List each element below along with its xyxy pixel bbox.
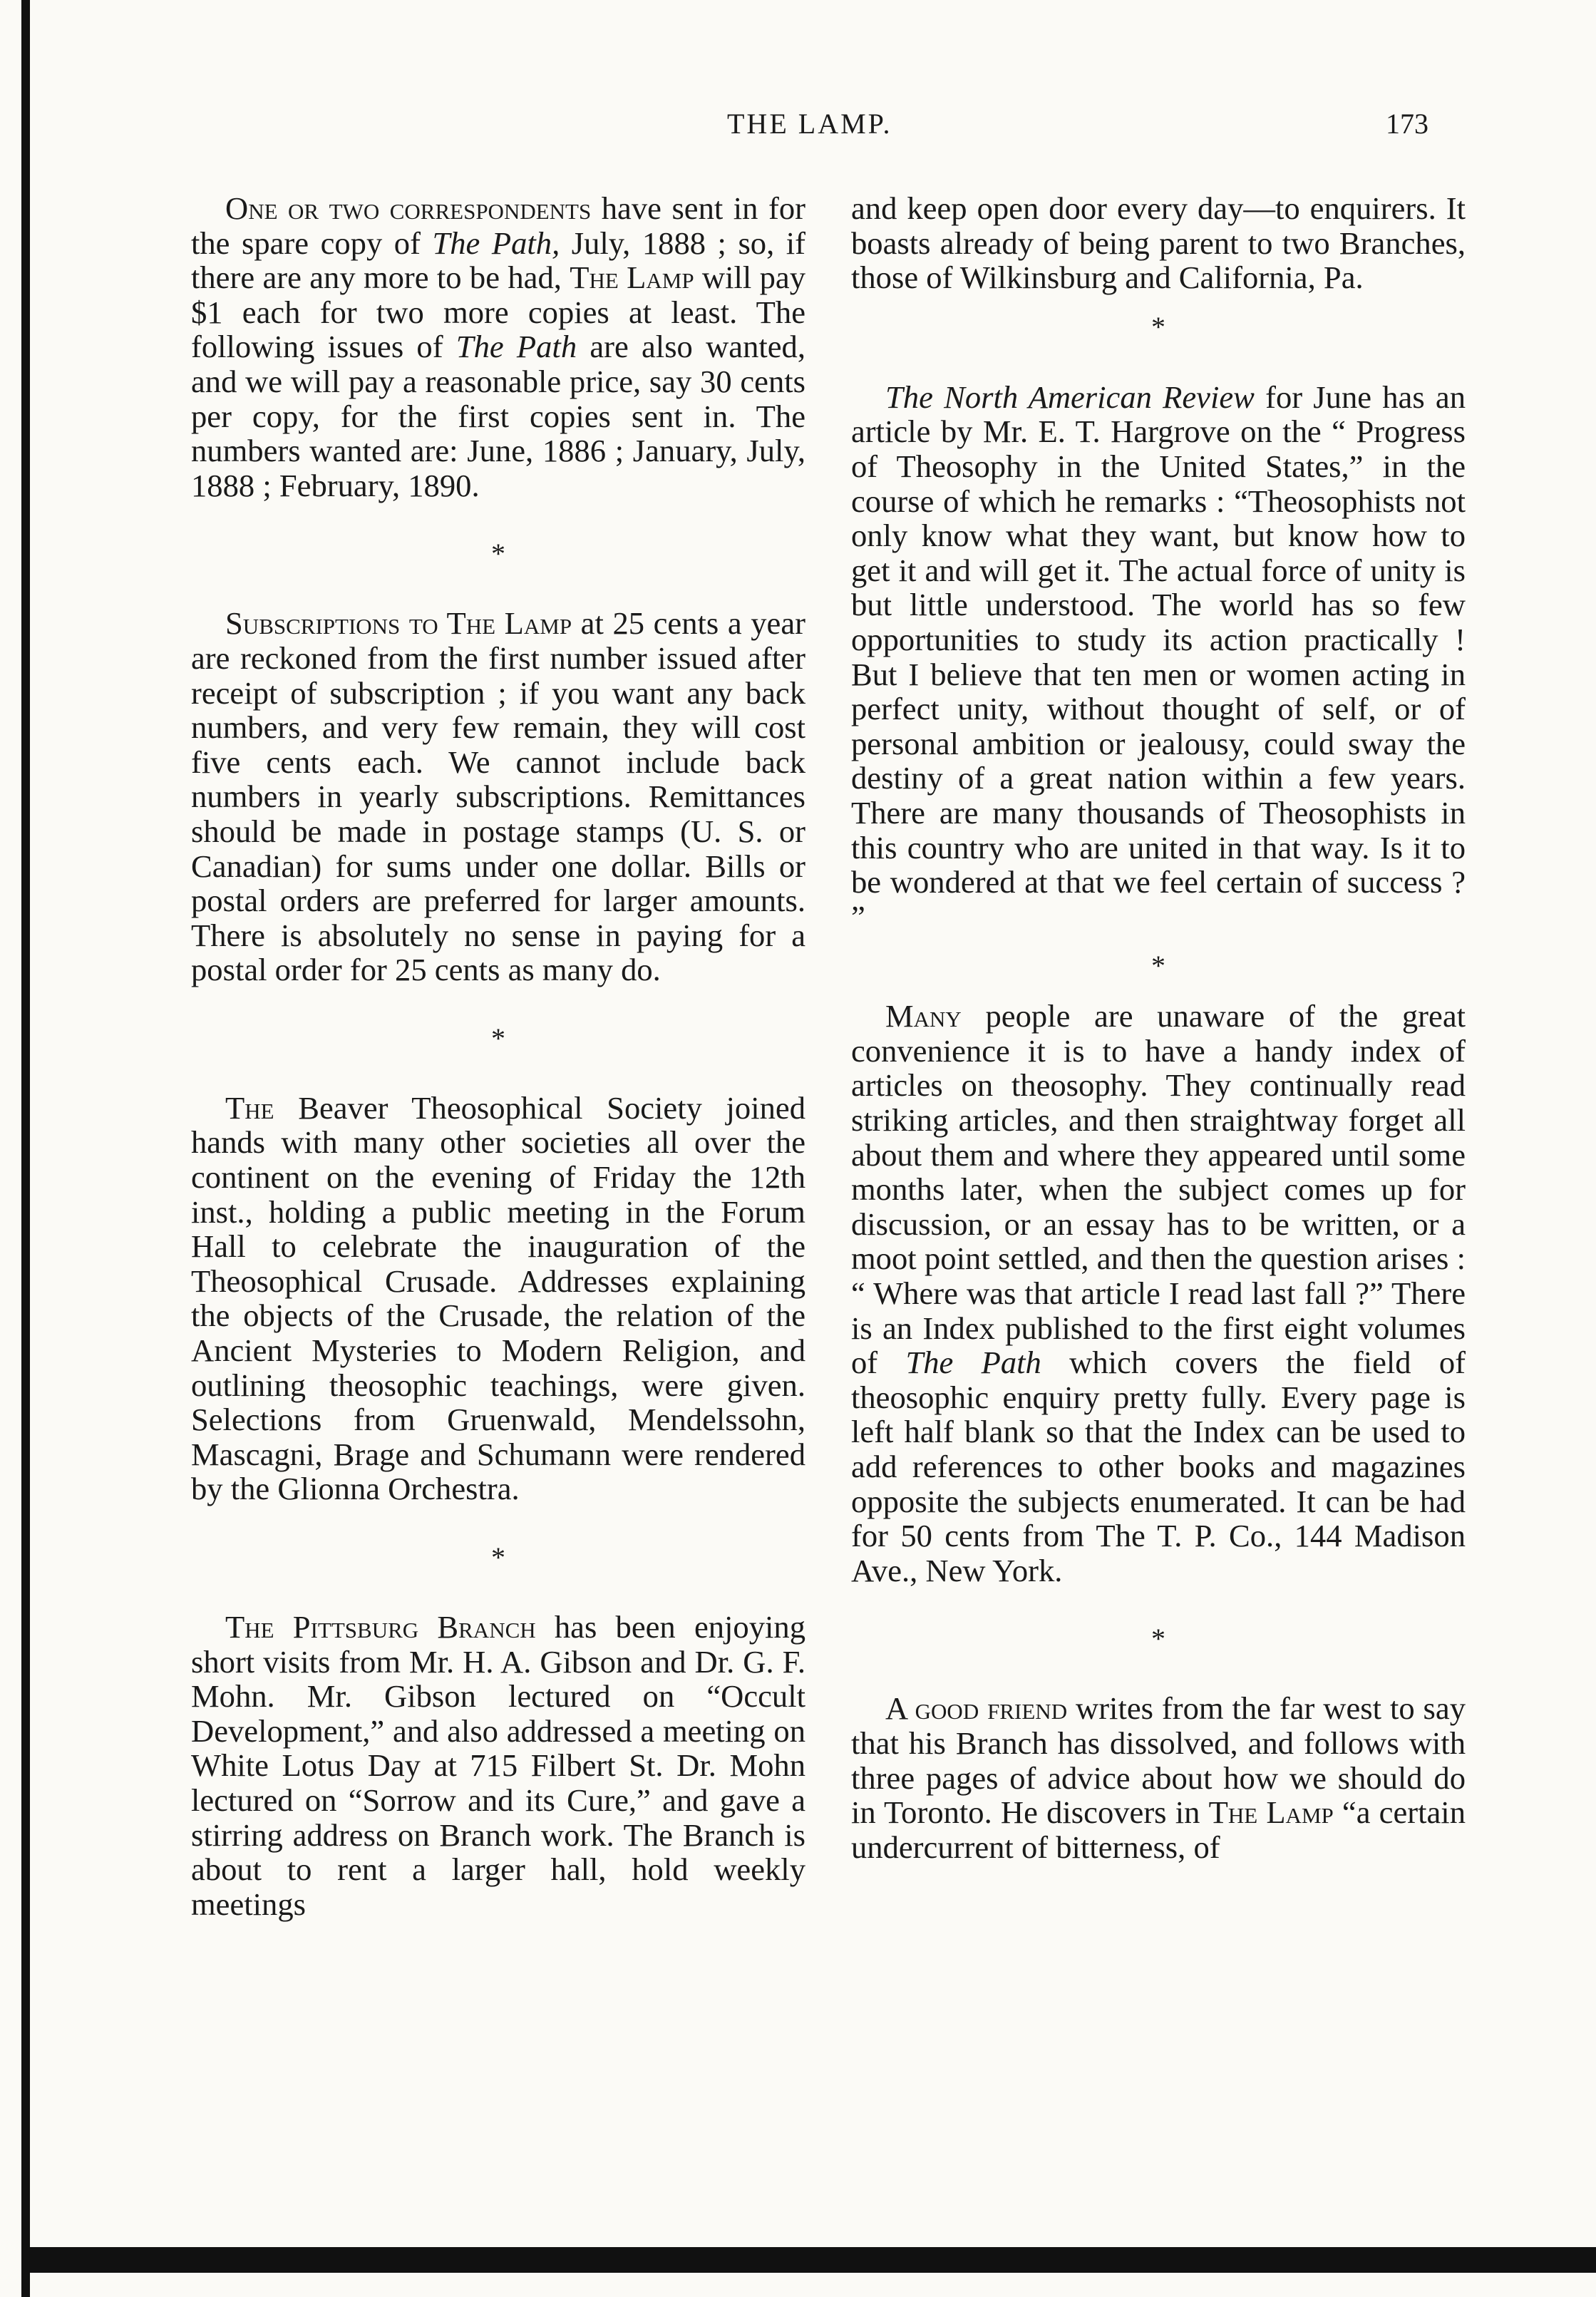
lead-in: A good friend — [885, 1690, 1068, 1727]
paragraph-correspondents: One or two correspondents have sent in for the spare copy of The Path, July, 1888 ; so, if there are any more to be had, The Lamp will pay $1 each for two more copies at least. The following issues of The Path are also wanted, and we will pay a reasonable price, say 30 cents per copy, for the first copies sent in. The numbers wanted are: June, 1886 ; January, July, 1888 ; February, 1890. — [191, 190, 806, 503]
right-column — [851, 191, 1466, 1864]
section-separator: * — [1151, 310, 1165, 343]
title-the-path: The Path, — [432, 225, 560, 261]
paragraph-beaver-society: The Beaver Theosophical Society joined hands with many other societies all over the continent on the evening of Friday the 12th inst., holding a public meeting in the Forum Hall to celebrate the inauguration of the Theosophical Crusade. Addresses explaining the objects of the Crusade, the relation of the Ancient Mysteries to Modern Religion, and outlining theosophic teachings, were given. Selections from Gruenwald, Mendelssohn, Mascagni, Brage and Schumann were rendered by the Glionna Orchestra. — [191, 1089, 805, 1507]
left-column — [191, 191, 805, 1921]
lead-in: The Pittsburg Branch — [225, 1609, 536, 1645]
section-separator: * — [1151, 950, 1165, 982]
title-the-path: The Path — [455, 329, 577, 365]
section-separator: * — [491, 1541, 505, 1573]
paragraph-pittsburg-branch: The Pittsburg Branch has been enjoying short visits from Mr. H. A. Gibson and Dr. G. F. Mohn. Mr. Gibson lectured on “Occult Development,” and also addressed a meeting on White Lotus Day at 715 Filbert St. Dr. Mohn lectured on “Sorrow and its Cure,” and gave a stirring address on Branch work. The Branch is about to rent a larger hall, hold weekly meetings — [191, 1609, 805, 1922]
section-separator: * — [1151, 1623, 1165, 1655]
paragraph-subscriptions: Subscriptions to The Lamp at 25 cents a year are reckoned from the first number issued after receipt of subscription ; if you want any back numbers, and very few remain, they will cost five cents each. We cannot include back numbers in yearly subscriptions. Remittances should be made in postage stamps (U. S. or Canadian) for sums under one dollar. Bills or postal orders are preferred for larger amounts. There is absolutely no sense in paying for a postal order for 25 cents as many do. — [191, 605, 805, 988]
section-separator: * — [491, 538, 505, 570]
paragraph-north-american-review: The North American Review for June has an article by Mr. E. T. Hargrove on the “ Progress of Theosophy in the United States,” in the course of which he remarks : “Theosophists not only know what they want, but know how to get it and will get it. The actual force of unity is but little understood. The world has so few opportunities to study its action practically ! But I believe that ten men or women acting in perfect unity, without thought of self, or of personal ambition or jealousy, could sway the destiny of a great nation within a few years. There are many thousands of Theosophists in this country who are united in that way. Is it to be wondered at that we feel certain of success ? ” — [851, 379, 1466, 935]
title-the-lamp: The Lamp — [570, 259, 694, 296]
paragraph-pittsburg-continued: and keep open door every day—to enquirers. It boasts already of being parent to two Branches, those of Wilkinsburg and California, Pa. — [851, 190, 1466, 296]
lead-in: Subscriptions to The Lamp — [225, 605, 572, 642]
lead-in: One or two correspondents — [225, 190, 592, 226]
paragraph-good-friend: A good friend writes from the far west to say that his Branch has dissolved, and follows with three pages of advice about how we should do in Toronto. He discovers in The Lamp “a certain undercurrent of bitterness, of — [851, 1690, 1466, 1865]
page-number: 173 — [1386, 108, 1428, 140]
left-border-rule — [21, 0, 30, 2297]
running-title: THE LAMP. — [727, 108, 892, 140]
paragraph-index: Many people are unaware of the great convenience it is to have a handy index of articles on theosophy. They continually read striking articles, and then straightway forget all about them and where they appeared until some months later, when the subject comes up for discussion, or an essay has to be written, or a moot point settled, and then the question arises : “ Where was that article I read last fall ?” There is an Index published to the first eight volumes of The Path which covers the field of theosophic enquiry pretty fully. Every page is left half blank so that the Index can be used to add references to other books and magazines opposite the subjects enumerated. It can be had for 50 cents from The T. P. Co., 144 Madison Ave., New York. — [851, 998, 1466, 1588]
title-the-path: The Path — [905, 1345, 1041, 1381]
bottom-border-rule — [21, 2247, 1596, 2273]
title-north-american-review: The North American Review — [885, 379, 1255, 415]
lead-in: The — [225, 1089, 274, 1126]
title-the-lamp: The Lamp — [1208, 1794, 1334, 1831]
running-head — [0, 107, 1596, 150]
lead-in: Many — [885, 998, 962, 1034]
section-separator: * — [491, 1022, 505, 1054]
